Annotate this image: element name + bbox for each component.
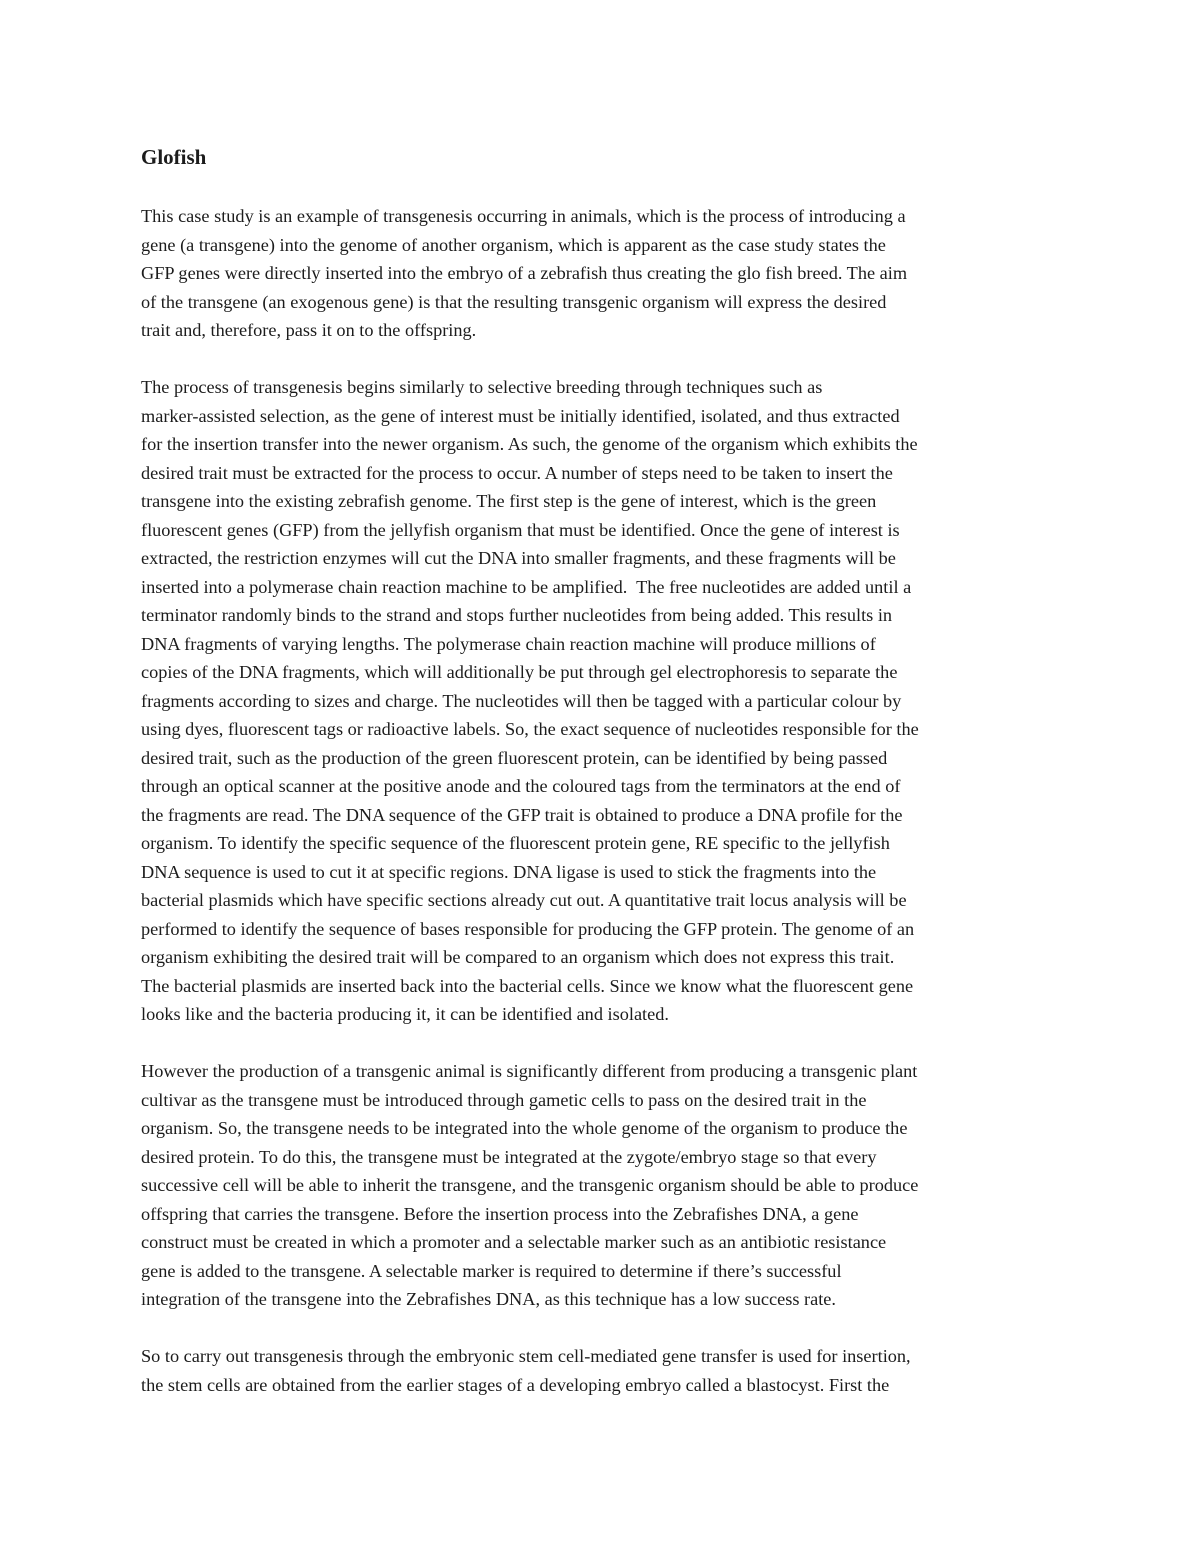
text-line: marker-assisted selection, as the gene of interest must be initially identified, isolated, and thus extracted: [141, 405, 900, 426]
text-line: construct must be created in which a promoter and a selectable marker such as an antibiotic resistance: [141, 1232, 887, 1252]
text-line: looks like and the bacteria producing it, it can be identified and isolated.: [141, 1004, 669, 1024]
text-line: extracted, the restriction enzymes will cut the DNA into smaller fragments, and these fragments will be: [141, 548, 896, 568]
text-line: performed to identify the sequence of bases responsible for producing the GFP protein. The genome of an: [141, 918, 915, 939]
text-line: gene (a transgene) into the genome of another organism, which is apparent as the case study states the: [141, 234, 886, 255]
text-line: DNA fragments of varying lengths. The polymerase chain reaction machine will produce millions of: [141, 633, 876, 654]
text-line: transgene into the existing zebrafish genome. The first step is the gene of interest, which is the green: [141, 491, 877, 511]
paragraph-3: [141, 1057, 1066, 1314]
text-line: desired trait, such as the production of the green fluorescent protein, can be identified by being passed: [141, 747, 888, 768]
text-line: DNA sequence is used to cut it at specific regions. DNA ligase is used to stick the fragments into the: [141, 861, 877, 882]
text-line: desired protein. To do this, the transgene must be integrated at the zygote/embryo stage so that every: [141, 1146, 877, 1167]
text-line: The bacterial plasmids are inserted back into the bacterial cells. Since we know what the fluorescent gene: [141, 975, 914, 996]
text-line: using dyes, fluorescent tags or radioactive labels. So, the exact sequence of nucleotides responsible for the: [141, 719, 919, 739]
text-line: desired trait must be extracted for the process to occur. A number of steps need to be taken to insert the: [141, 462, 893, 483]
paragraph-container: [141, 202, 1066, 1399]
text-line: The process of transgenesis begins similarly to selective breeding through techniques such as: [141, 377, 823, 397]
paragraph-2: [141, 373, 1066, 1029]
paragraph-4: [141, 1342, 1066, 1399]
text-line: organism. So, the transgene needs to be integrated into the whole genome of the organism to produce the: [141, 1118, 908, 1138]
text-line: copies of the DNA fragments, which will additionally be put through gel electrophoresis to separate the: [141, 662, 898, 682]
text-line: offspring that carries the transgene. Before the insertion process into the Zebrafishes DNA, a gene: [141, 1203, 859, 1224]
text-line: trait and, therefore, pass it on to the offspring.: [141, 320, 477, 340]
text-line: inserted into a polymerase chain reaction machine to be amplified. The free nucleotides are added until a: [141, 576, 912, 597]
document-body: [141, 142, 1066, 1428]
document-title: Glofish: [141, 145, 207, 169]
text-line: for the insertion transfer into the newer organism. As such, the genome of the organism which exhibits the: [141, 434, 918, 454]
text-line: through an optical scanner at the positive anode and the coloured tags from the terminators at the end of: [141, 776, 901, 796]
text-line: the fragments are read. The DNA sequence of the GFP trait is obtained to produce a DNA profile for the: [141, 804, 903, 825]
text-line: organism exhibiting the desired trait will be compared to an organism which does not express this trait.: [141, 947, 895, 967]
paragraph-1: [141, 202, 1066, 345]
text-line: cultivar as the transgene must be introduced through gametic cells to pass on the desired trait in the: [141, 1089, 867, 1110]
text-line: of the transgene (an exogenous gene) is that the resulting transgenic organism will express the desired: [141, 291, 887, 312]
text-line: gene is added to the transgene. A selectable marker is required to determine if there’s successful: [141, 1260, 842, 1281]
text-line: organism. To identify the specific sequence of the fluorescent protein gene, RE specific to the jellyfish: [141, 833, 890, 853]
text-line: the stem cells are obtained from the earlier stages of a developing embryo called a blastocyst. First the: [141, 1374, 890, 1395]
text-line: bacterial plasmids which have specific sections already cut out. A quantitative trait locus analysis will be: [141, 890, 907, 910]
text-line: successive cell will be able to inherit the transgene, and the transgenic organism should be able to produce: [141, 1175, 919, 1195]
text-line: GFP genes were directly inserted into the embryo of a zebrafish thus creating the glo fish breed. The aim: [141, 263, 908, 283]
text-line: fluorescent genes (GFP) from the jellyfish organism that must be identified. Once the gene of interest is: [141, 519, 900, 540]
text-line: This case study is an example of transgenesis occurring in animals, which is the process of introducing a: [141, 206, 906, 226]
text-line: integration of the transgene into the Zebrafishes DNA, as this technique has a low success rate.: [141, 1289, 836, 1309]
text-line: fragments according to sizes and charge. The nucleotides will then be tagged with a particular colour by: [141, 690, 902, 711]
text-line: terminator randomly binds to the strand and stops further nucleotides from being added. This results in: [141, 605, 893, 625]
text-line: However the production of a transgenic animal is significantly different from producing a transgenic plant: [141, 1061, 918, 1081]
text-line: So to carry out transgenesis through the embryonic stem cell-mediated gene transfer is used for insertion,: [141, 1346, 911, 1366]
